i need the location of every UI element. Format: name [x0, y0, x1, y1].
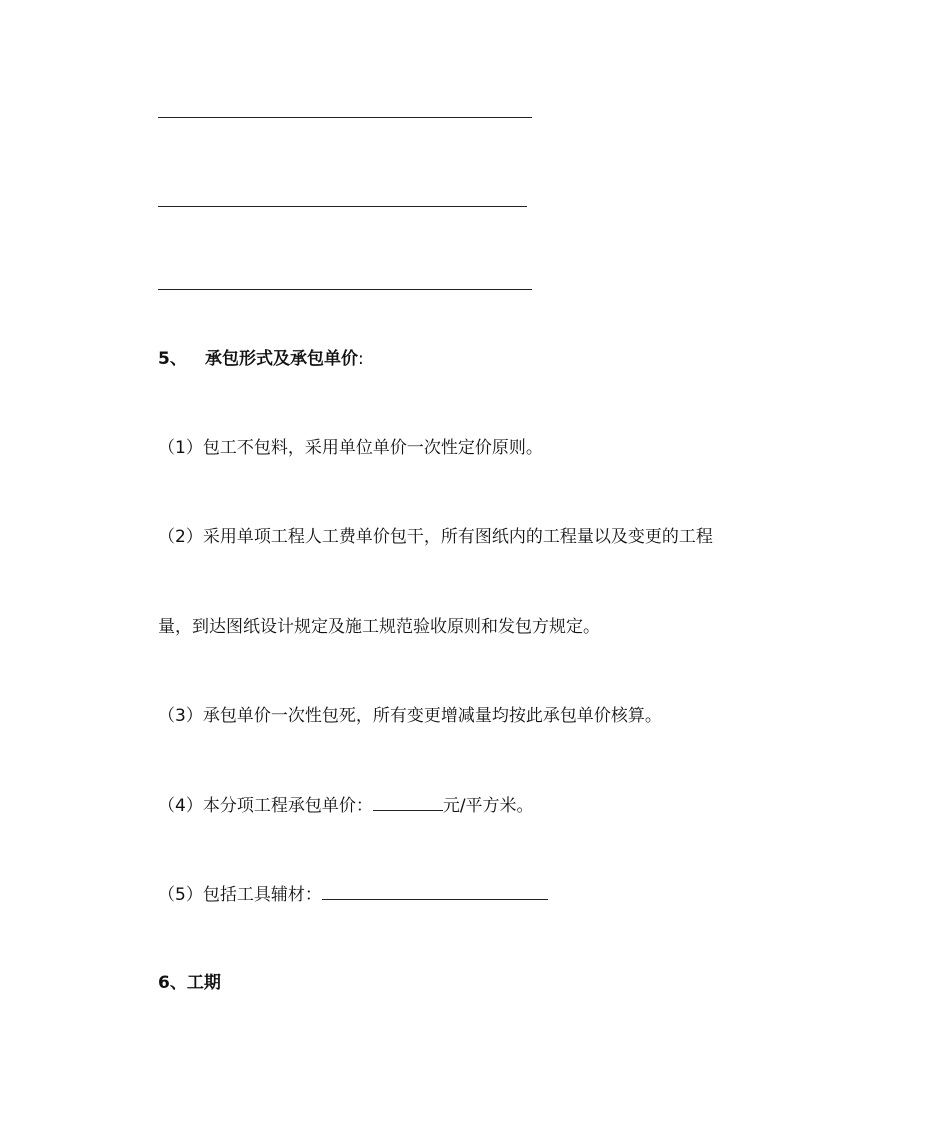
tools-materials-blank	[322, 883, 548, 900]
section-5-colon: :	[358, 349, 364, 369]
section-5-heading	[158, 348, 364, 370]
item-5-label: （5）包括工具辅材：	[158, 885, 322, 905]
section-5-number: 5、	[158, 349, 187, 369]
item-1: （1）包工不包料，采用单位单价一次性定价原则。	[158, 438, 543, 458]
section-5-title: 承包形式及承包单价	[205, 349, 358, 369]
item-4-label: （4）本分项工程承包单价：	[158, 796, 373, 816]
blank-line-1	[158, 117, 532, 118]
item-3: （3）承包单价一次性包死，所有变更增减量均按此承包单价核算。	[158, 706, 662, 726]
item-4-unit: 元/平方米。	[442, 796, 534, 816]
unit-price-blank	[373, 794, 443, 811]
item-5	[158, 883, 548, 906]
item-2-line-2: 量，到达图纸设计规定及施工规范验收原则和发包方规定。	[158, 617, 600, 637]
blank-line-2	[158, 206, 527, 207]
blank-line-3	[158, 289, 532, 290]
item-2-line-1: （2）采用单项工程人工费单价包干，所有图纸内的工程量以及变更的工程	[158, 527, 713, 547]
section-6-heading: 6、工期	[158, 973, 221, 993]
item-4	[158, 794, 534, 817]
